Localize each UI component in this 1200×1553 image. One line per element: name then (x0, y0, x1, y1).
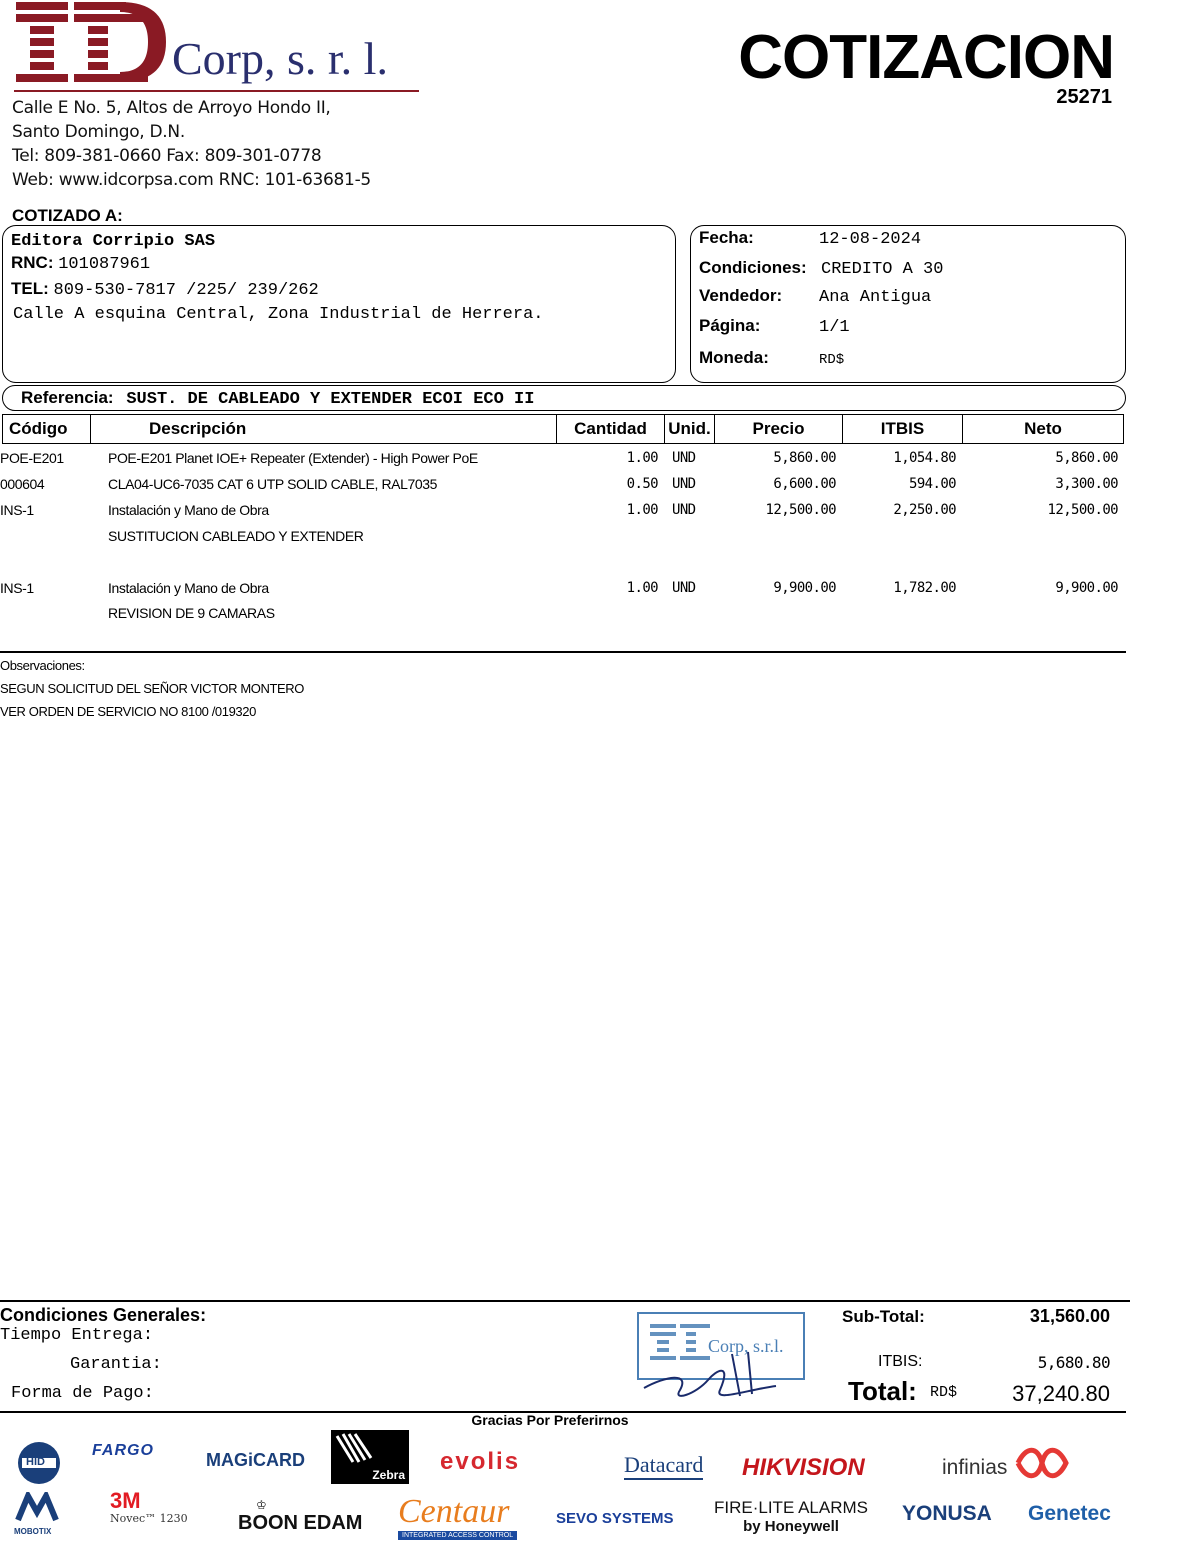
client-name: Editora Corripio SAS (11, 232, 216, 251)
info-fecha (699, 228, 921, 249)
boon-edam-logo: ♔ BOON EDAM (238, 1498, 363, 1534)
magicard-logo: MAGiCARD (206, 1450, 305, 1470)
pagina-label: Página: (699, 316, 761, 335)
info-vendedor (699, 286, 931, 307)
header-codigo: Código (3, 415, 91, 443)
condiciones-label: Condiciones: (699, 258, 807, 277)
brand-logos (0, 1428, 1200, 1553)
logo-underline (14, 90, 419, 92)
header-neto: Neto (1024, 419, 1062, 438)
header-precio: Precio (715, 415, 843, 443)
row-precio: 5,860.00 (773, 450, 836, 466)
conditions-title: Condiciones Generales: (0, 1305, 207, 1325)
zebra-logo: Zebra (331, 1430, 409, 1484)
garantia-label: Garantia: (70, 1355, 162, 1374)
fargo-logo: FARGO (92, 1442, 154, 1459)
observations-label: Observaciones: (0, 658, 85, 673)
itbis-total-label: ITBIS: (878, 1353, 923, 1370)
forma-pago-label: Forma de Pago: (11, 1384, 154, 1403)
company-phones: Tel: 809-381-0660 Fax: 809-301-0778 (12, 146, 322, 166)
stamp-text: Corp, s.r.l. (708, 1336, 784, 1356)
row-cantidad: 1.00 (626, 450, 658, 466)
id-logo-mark (16, 0, 166, 92)
reference-box (2, 385, 1126, 411)
vendedor-value: Ana Antigua (819, 288, 932, 307)
hid-logo: HID (16, 1440, 62, 1491)
row-cantidad: 0.50 (626, 476, 658, 492)
info-pagina (699, 316, 850, 337)
condiciones-value: CREDITO A 30 (821, 260, 944, 279)
total-label: Total: (848, 1376, 917, 1406)
observations-line2: VER ORDEN DE SERVICIO NO 8100 /019320 (0, 704, 256, 719)
vendedor-label: Vendedor: (699, 286, 783, 305)
reference-value: SUST. DE CABLEADO Y EXTENDER ECOI ECO II (126, 390, 535, 409)
fecha-value: 12-08-2024 (819, 230, 922, 249)
row-nota: REVISION DE 9 CAMARAS (108, 605, 275, 621)
row-itbis: 2,250.00 (893, 502, 956, 518)
row-precio: 12,500.00 (765, 502, 836, 518)
fecha-label: Fecha: (699, 228, 754, 247)
row-cantidad: 1.00 (626, 502, 658, 518)
row-precio: 6,600.00 (773, 476, 836, 492)
client-rnc: 101087961 (58, 255, 151, 274)
row-itbis: 1,054.80 (893, 450, 956, 466)
row-itbis: 1,782.00 (893, 580, 956, 596)
row-codigo: POE-E201 (0, 450, 64, 466)
document-number: 25271 (1056, 86, 1112, 108)
subtotal-label: Sub-Total: (842, 1307, 925, 1326)
document-title: COTIZACION (738, 23, 1114, 92)
tiempo-entrega-label: Tiempo Entrega: (0, 1326, 154, 1345)
thanks-message: Gracias Por Preferirnos (471, 1412, 629, 1428)
row-neto: 9,900.00 (1055, 580, 1118, 596)
genetec-logo: Genetec (1028, 1502, 1111, 1525)
row-precio: 9,900.00 (773, 580, 836, 596)
sevo-logo: SEVO SYSTEMS (556, 1510, 674, 1527)
row-neto: 12,500.00 (1047, 502, 1118, 518)
moneda-value: RD$ (819, 352, 845, 368)
row-descripcion: CLA04-UC6-7035 CAT 6 UTP SOLID CABLE, RAL7035 (108, 476, 438, 492)
total-value: 37,240.80 (1012, 1381, 1110, 1406)
observations-line1: SEGUN SOLICITUD DEL SEÑOR VICTOR MONTERO (0, 681, 304, 696)
client-rnc-line (11, 251, 667, 277)
footer-top-rule (0, 1300, 1130, 1302)
header-unid: Unid. (665, 415, 715, 443)
header-cantidad: Cantidad (557, 415, 665, 443)
row-neto: 5,860.00 (1055, 450, 1118, 466)
table-bottom-rule (0, 651, 1126, 653)
centaur-logo: Centaur INTEGRATED ACCESS CONTROL (398, 1494, 517, 1540)
header-itbis: ITBIS (843, 415, 963, 443)
row-unid: UND (672, 502, 696, 518)
firelite-logo: FIRE·LITE ALARMS by Honeywell (714, 1498, 868, 1535)
row-neto: 3,300.00 (1055, 476, 1118, 492)
row-unid: UND (672, 476, 696, 492)
row-itbis: 594.00 (909, 476, 956, 492)
client-tel-label: TEL: (11, 279, 49, 298)
row-descripcion: Instalación y Mano de Obra (108, 502, 269, 518)
table-body (0, 448, 1124, 638)
3m-novec-logo: 3M Novec™ 1230 (110, 1488, 188, 1525)
datacard-logo: Datacard (624, 1452, 703, 1480)
client-rnc-label: RNC: (11, 253, 54, 272)
infinias-logo: infinias (942, 1442, 1007, 1466)
hikvision-logo: HIKVISION (742, 1454, 865, 1481)
row-cantidad: 1.00 (626, 580, 658, 596)
row-descripcion: POE-E201 Planet IOE+ Repeater (Extender) - High Power PoE (108, 450, 478, 466)
company-stamp (636, 1310, 806, 1402)
reference-label: Referencia: (21, 388, 114, 407)
company-logo (12, 0, 432, 96)
row-nota: SUSTITUCION CABLEADO Y EXTENDER (108, 528, 364, 544)
row-descripcion: Instalación y Mano de Obra (108, 580, 269, 596)
mobotix-logo: MOBOTIX (14, 1492, 64, 1536)
client-address: Calle A esquina Central, Zona Industrial de Herrera. (13, 305, 544, 324)
moneda-label: Moneda: (699, 348, 769, 367)
subtotal-value: 31,560.00 (1029, 1306, 1110, 1326)
company-address-line1: Calle E No. 5, Altos de Arroyo Hondo II, (12, 98, 331, 118)
company-web-rnc: Web: www.idcorpsa.com RNC: 101-63681-5 (12, 170, 371, 190)
header-descripcion: Descripción (91, 415, 557, 443)
table-header (2, 414, 1124, 444)
row-codigo: INS-1 (0, 580, 34, 596)
client-box (2, 225, 676, 383)
info-condiciones (699, 258, 943, 279)
client-tel-line (11, 277, 667, 303)
logo-text: Corp, s. r. l. (172, 33, 388, 84)
yonusa-logo: YONUSA (902, 1502, 992, 1525)
pagina-value: 1/1 (819, 318, 850, 337)
info-box (690, 225, 1126, 383)
company-address-line2: Santo Domingo, D.N. (12, 122, 185, 142)
row-codigo: 000604 (0, 476, 45, 492)
client-tel: 809-530-7817 /225/ 239/262 (53, 281, 319, 300)
row-unid: UND (672, 580, 696, 596)
row-unid: UND (672, 450, 696, 466)
itbis-total-value: 5,680.80 (1037, 1353, 1110, 1372)
total-currency: RD$ (930, 1384, 958, 1401)
info-moneda (699, 348, 844, 368)
client-section-label: COTIZADO A: (12, 206, 123, 225)
row-codigo: INS-1 (0, 502, 34, 518)
company-address-block (12, 96, 371, 192)
evolis-logo: evolis (440, 1448, 521, 1475)
